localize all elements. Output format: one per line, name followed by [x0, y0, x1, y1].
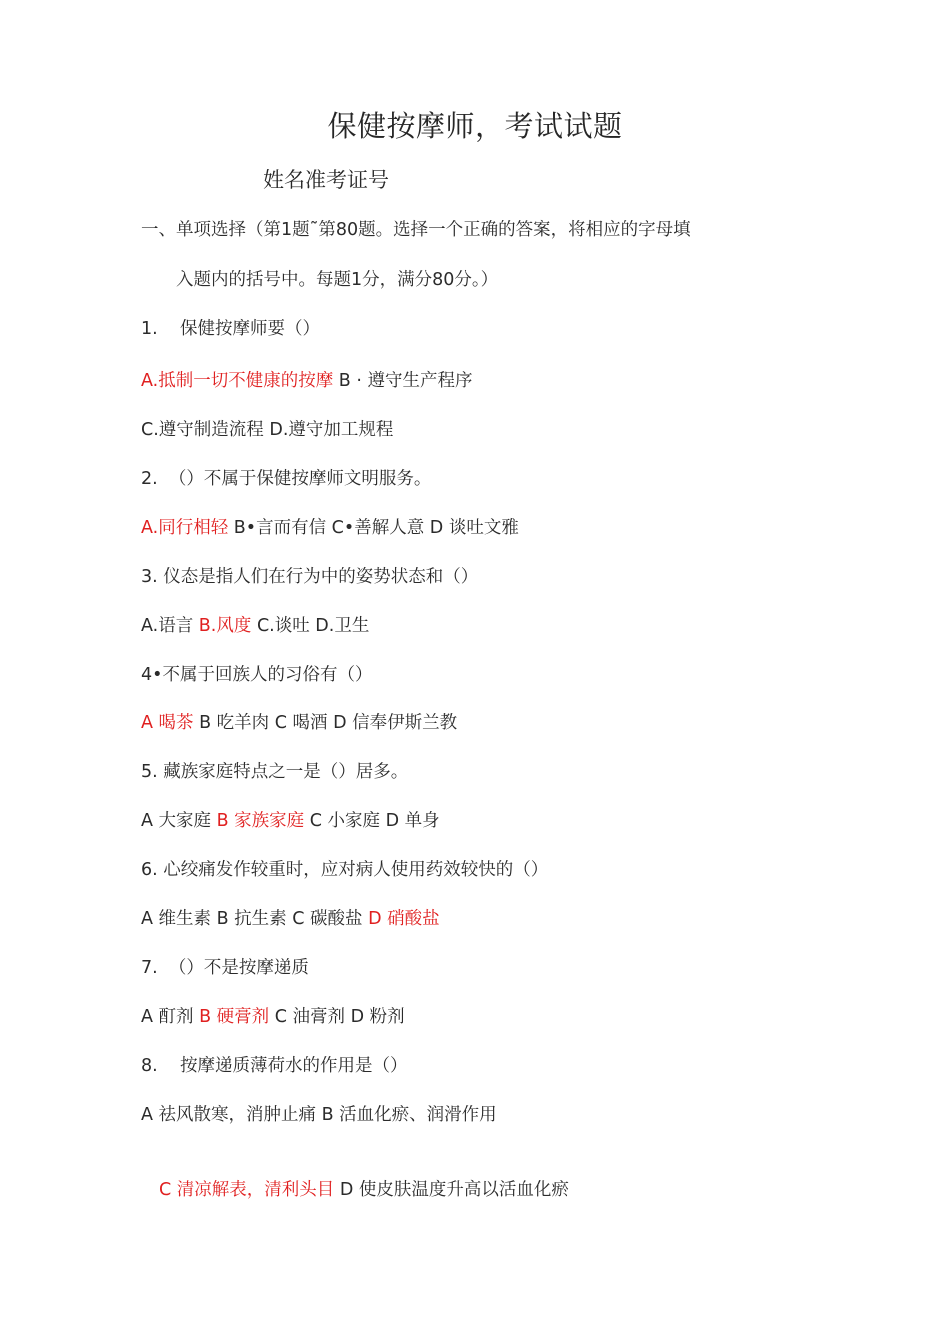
- question-6-options: [141, 907, 440, 931]
- question-3-stem: 3. 仪态是指人们在行为中的姿势状态和（）: [141, 567, 479, 587]
- question-4-stem: 4•不属于回族人的习俗有（）: [141, 665, 373, 685]
- question-7-stem: 7. （）不是按摩递质: [141, 958, 309, 978]
- question-7-options: [141, 1005, 405, 1029]
- option: A 祛风散寒，消肿止痛 B 活血化瘀、润滑作用: [141, 1105, 497, 1125]
- section-instruction-line-1: 一、单项选择（第1题˜第80题。选择一个正确的答案，将相应的字母填: [141, 220, 691, 240]
- question-1-stem: 1. 保健按摩师要（）: [141, 319, 320, 339]
- question-8-options-2: [159, 1178, 569, 1202]
- question-1-options-2: [141, 418, 393, 442]
- section-instruction-line-2: 入题内的括号中。每题1分，满分80分。）: [176, 270, 499, 290]
- option: B 吃羊肉 C 喝酒 D 信奉伊斯兰教: [193, 713, 458, 733]
- option-correct: D 硝酸盐: [368, 909, 440, 929]
- page-title: 保健按摩师，考试试题: [327, 109, 623, 143]
- option-correct: B 家族家庭: [216, 811, 305, 831]
- option: D 使皮肤温度升高以活血化瘀: [334, 1180, 569, 1200]
- candidate-info-line: 姓名准考证号: [263, 168, 389, 192]
- question-5-stem: 5. 藏族家庭特点之一是（）居多。: [141, 762, 409, 782]
- question-5-options: [141, 809, 440, 833]
- question-2-stem: 2. （）不属于保健按摩师文明服务。: [141, 469, 432, 489]
- option: A 维生素 B 抗生素 C 碳酸盐: [141, 909, 369, 929]
- question-1-options: [141, 369, 473, 393]
- option: C 油膏剂 D 粉剂: [269, 1007, 405, 1027]
- option: C 小家庭 D 单身: [304, 811, 440, 831]
- option: B · 遵守生产程序: [333, 371, 473, 391]
- option: A 大家庭: [141, 811, 217, 831]
- question-2-options: [141, 516, 519, 540]
- option-correct: C 清凉解表，清利头目: [159, 1180, 335, 1200]
- option: A.语言: [141, 616, 199, 636]
- question-3-options: [141, 614, 369, 638]
- question-8-options: [141, 1103, 497, 1127]
- option: C.谈吐 D.卫生: [251, 616, 370, 636]
- option-correct: B 硬膏剂: [199, 1007, 270, 1027]
- option: B•言而有信 C•善解人意 D 谈吐文雅: [228, 518, 519, 538]
- option-correct: A 喝茶: [141, 713, 194, 733]
- option-correct: A.抵制一切不健康的按摩: [141, 371, 334, 391]
- option: C.遵守制造流程 D.遵守加工规程: [141, 420, 394, 440]
- option-correct: B.风度: [198, 616, 252, 636]
- option-correct: A.同行相轻: [141, 518, 229, 538]
- option: A 酊剂: [141, 1007, 200, 1027]
- question-8-stem: 8. 按摩递质薄荷水的作用是（）: [141, 1056, 408, 1076]
- question-6-stem: 6. 心绞痛发作较重时，应对病人使用药效较快的（）: [141, 860, 549, 880]
- question-4-options: [141, 711, 457, 735]
